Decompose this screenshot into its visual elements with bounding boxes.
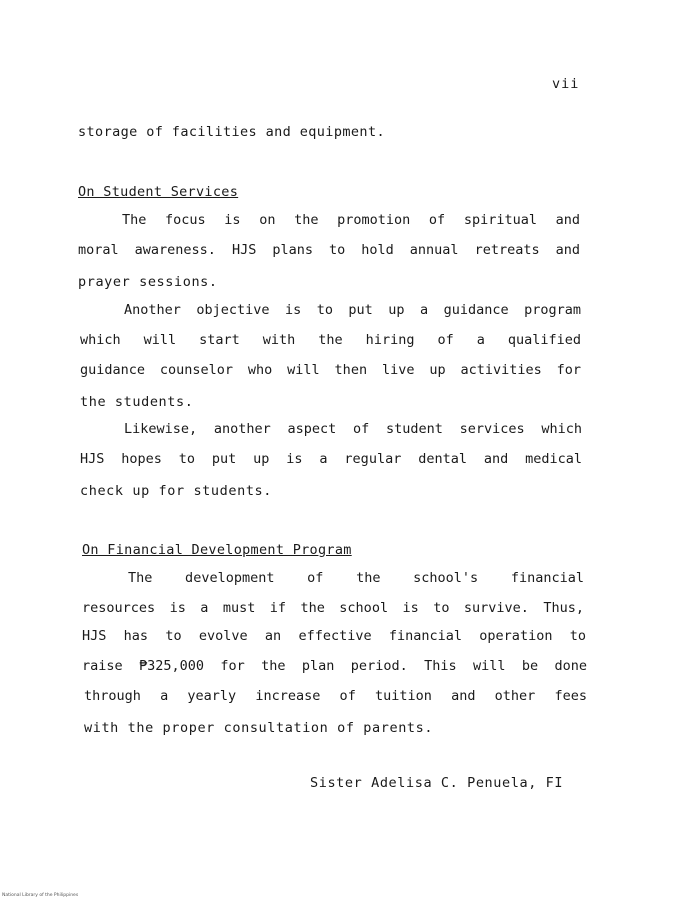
intro-line: storage of facilities and equipment. — [78, 124, 385, 140]
page-number: vii — [552, 76, 580, 92]
paragraph-line: through a yearly increase of tuition and other fees — [84, 688, 587, 704]
paragraph-line: the students. — [80, 394, 194, 410]
paragraph-line: HJS has to evolve an effective financial operation to — [82, 628, 586, 644]
paragraph-line: The development of the school's financial — [128, 570, 584, 586]
footer-text: National Library of the Philippines — [2, 893, 79, 898]
paragraph-line: guidance counselor who will then live up activities for — [80, 362, 581, 378]
paragraph-line: resources is a must if the school is to survive. Thus, — [82, 600, 584, 616]
paragraph-line: prayer sessions. — [78, 274, 218, 290]
section-heading-financial-development: On Financial Development Program — [82, 542, 352, 558]
paragraph-line: Likewise, another aspect of student services which — [124, 421, 582, 437]
paragraph-line: raise ₱325,000 for the plan period. This will be done — [82, 658, 587, 674]
paragraph-line: moral awareness. HJS plans to hold annual retreats and — [78, 242, 580, 258]
paragraph-line: The focus is on the promotion of spiritual and — [122, 212, 580, 228]
paragraph-line: HJS hopes to put up is a regular dental and medical — [80, 451, 582, 467]
signature: Sister Adelisa C. Penuela, FI — [310, 775, 564, 791]
paragraph-line: with the proper consultation of parents. — [84, 720, 434, 736]
section-heading-student-services: On Student Services — [78, 184, 239, 200]
paragraph-line: Another objective is to put up a guidance program — [124, 302, 581, 318]
paragraph-line: check up for students. — [80, 483, 273, 499]
paragraph-line: which will start with the hiring of a qualified — [80, 332, 581, 348]
